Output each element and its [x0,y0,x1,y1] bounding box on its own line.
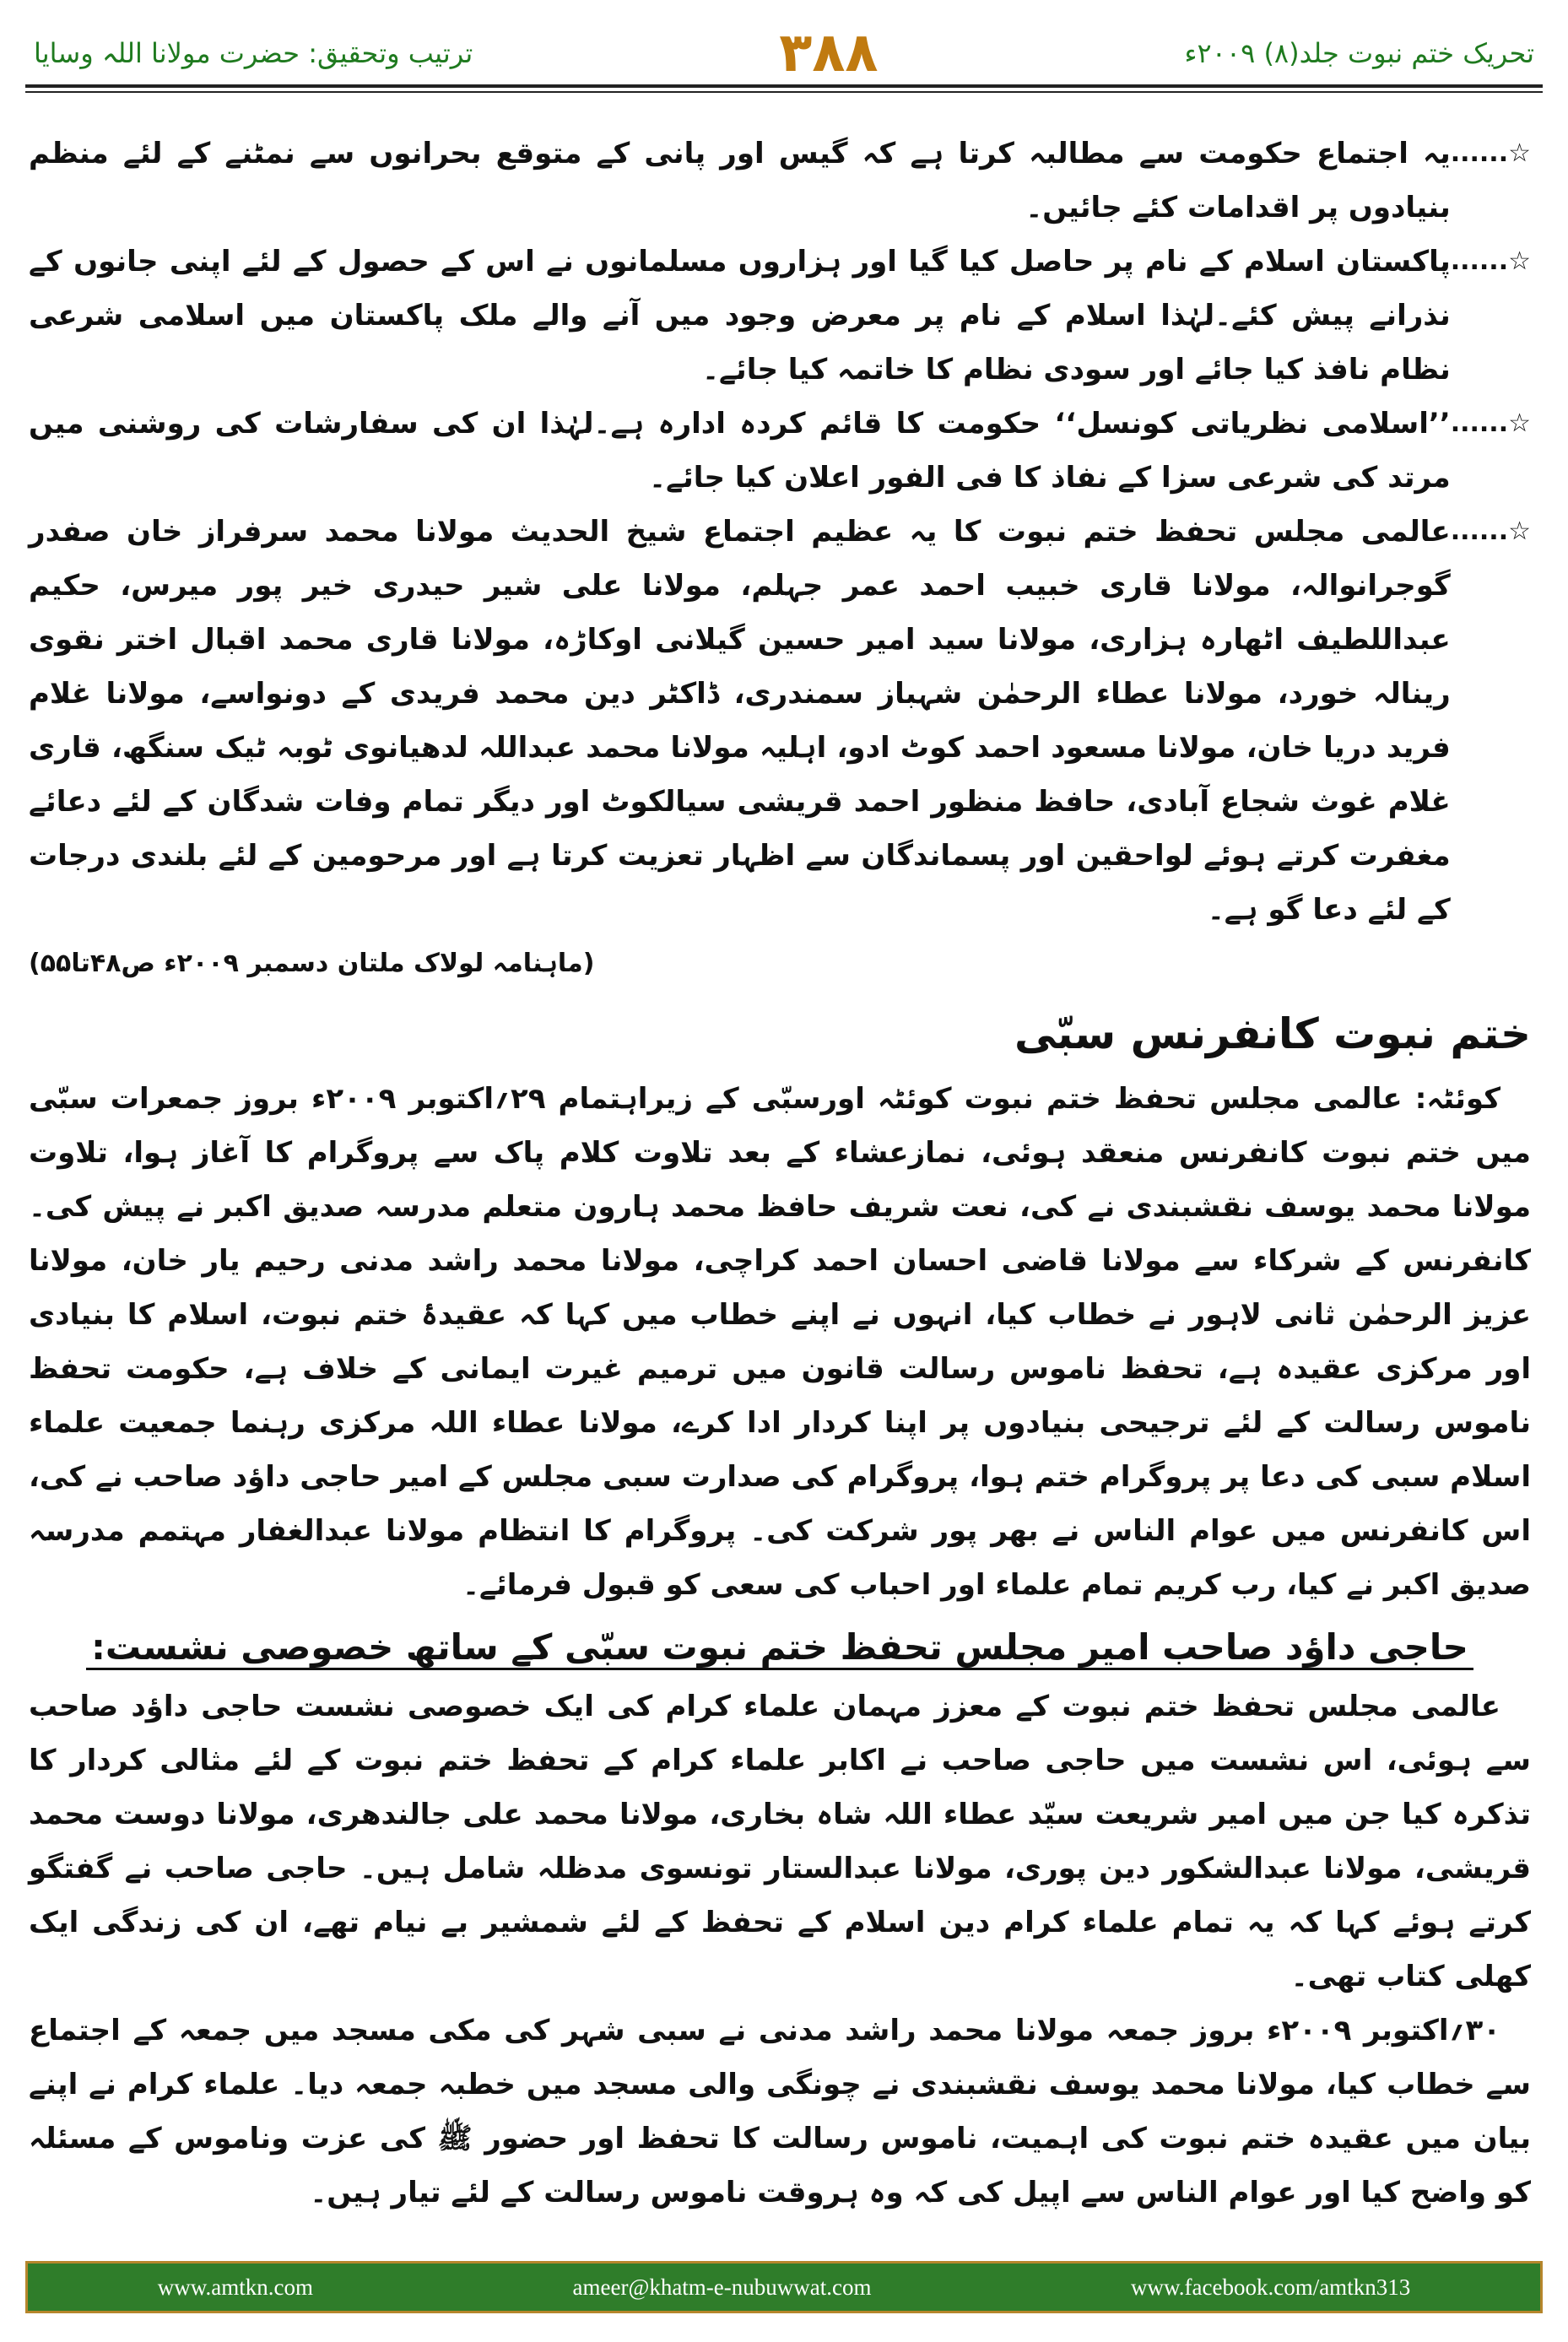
conference-paragraph: کوئٹہ: عالمی مجلس تحفظ ختم نبوت کوئٹہ اورسبّی کے زیراہتمام ۲۹؍اکتوبر ۲۰۰۹ء بروز جمعرات سبّی میں ختم نبوت کانفرنس منعقد ہوئی، نمازعشاء کے بعد تلاوت کلام پاک سے پروگرام کا آغاز ہوا، تلاوت مولانا محمد یوسف نقشبندی نے کی، نعت شریف حافظ محمد ہارون متعلم مدرسہ صدیق اکبر نے پیش کی۔ کانفرنس کے شرکاء سے مولانا قاضی احسان احمد کراچی، مولانا محمد راشد مدنی رحیم یار خان، مولانا عزیز الرحمٰن ثانی لاہور نے خطاب کیا، انہوں نے اپنے خطاب میں کہا کہ عقیدۂ ختم نبوت، اسلام کا بنیادی اور مرکزی عقیدہ ہے، تحفظ ناموس رسالت قانون میں ترمیم غیرت ایمانی کے خلاف ہے، حکومت تحفظ ناموس رسالت کے لئے ترجیحی بنیادوں پر اپنا کردار ادا کرے، مولانا عطاء اللہ مرکزی رہنما جمعیت علماء اسلام سبی کی دعا پر پروگرام ختم ہوا، پروگرام کی صدارت سبی مجلس کے امیر حاجی داؤد صاحب نے کی، اس کانفرنس میں عوام الناس نے بھر پور شرکت کی۔ پروگرام کا انتظام مولانا عبدالغفار مہتمم مدرسہ صدیق اکبر نے کیا، رب کریم تمام علماء اور احباب کی سعی کو قبول فرمائے۔ [29,1082,1531,1602]
meeting-heading-text: حاجی داؤد صاحب امیر مجلس تحفظ ختم نبوت سبّی کے ساتھ خصوصی نشست: [86,1626,1473,1670]
meeting-paragraph-1: عالمی مجلس تحفظ ختم نبوت کے معزز مہمان علماء کرام کی ایک خصوصی نشست حاجی داؤد صاحب سے ہوئی، اس نشست میں حاجی صاحب نے اکابر علماء کرام کے تحفظ ختم نبوت کے لئے مثالی کردار کا تذکرہ کیا جن میں امیر شریعت سیّد عطاء اللہ شاہ بخاری، مولانا محمد علی جالندھری، مولانا دوست محمد قریشی، مولانا عبدالشکور دین پوری، مولانا عبدالستار تونسوی مدظلہ شامل ہیں۔ حاجی صاحب نے گفتگو کرتے ہوئے کہا کہ یہ تمام علماء کرام دین اسلام کے تحفظ کے لئے شمشیر بے نیام تھے، ان کی زندگی ایک کھلی کتاب تھی۔ [29,1690,1531,1993]
page-body [29,127,1531,2228]
page-number: ۳۸۸ [779,22,879,84]
resolution-item [29,127,1531,235]
star-bullet-icon: ☆...... [1450,517,1531,546]
footer-email-link[interactable]: ameer@khatm-e-nubuwwat.com [572,2274,872,2300]
meeting-paragraph-2: ۳۰؍اکتوبر ۲۰۰۹ء بروز جمعہ مولانا محمد راشد مدنی نے سبی شہر کی مکی مسجد میں جمعہ کے اجتماع سے خطاب کیا، مولانا محمد یوسف نقشبندی نے چونگی والی مسجد میں خطبہ جمعہ دیا۔ علماء کرام نے اپنے بیان میں عقیدہ ختم نبوت کی اہمیت، ناموس رسالت کا تحفظ اور حضور ﷺ کی عزت وناموس کے مسئلہ کو واضح کیا اور عوام الناس سے اپیل کی کہ وہ ہروقت ناموس رسالت کے لئے تیار ہیں۔ [29,2014,1531,2209]
page-header [34,24,1534,83]
footer-facebook-link[interactable]: www.facebook.com/amtkn313 [1131,2274,1411,2300]
resolution-text: پاکستان اسلام کے نام پر حاصل کیا گیا اور ہزاروں مسلمانوں نے اس کے حصول کے لئے اپنی جانوں کے نذرانے پیش کئے۔لہٰذا اسلام کے نام پر معرض وجود میں آنے والے ملک پاکستان میں اسلامی شرعی نظام نافذ کیا جائے اور سودی نظام کا خاتمہ کیا جائے۔ [29,245,1451,387]
header-divider-thin [25,91,1543,93]
resolution-text: یہ اجتماع حکومت سے مطالبہ کرتا ہے کہ گیس اور پانی کے متوقع بحرانوں سے نمٹنے کے لئے منظم بنیادوں پر اقدامات کئے جائیں۔ [29,137,1451,224]
resolution-text: عالمی مجلس تحفظ ختم نبوت کا یہ عظیم اجتماع شیخ الحدیث مولانا محمد سرفراز خان صفدر گوجرانوالہ، مولانا قاری خبیب احمد عمر جہلم، مولانا علی شیر حیدری خیر پور میرس، حکیم عبداللطیف اٹھارہ ہزاری، مولانا سید امیر حسین گیلانی اوکاڑہ، مولانا قاری محمد اقبال اختر نقوی رینالہ خورد، مولانا عطاء الرحمٰن شہباز سمندری، ڈاکٹر دین محمد فریدی کے دونواسے، مولانا غلام فرید دریا خان، مولانا مسعود احمد کوٹ ادو، اہلیہ مولانا محمد عبداللہ لدھیانوی ٹوبہ ٹیک سنگھ، قاری غلام غوث شجاع آبادی، حافظ منظور احمد قریشی سیالکوٹ اور دیگر تمام وفات شدگان کے لئے دعائے مغفرت کرتے ہوئے لواحقین اور پسماندگان سے اظہار تعزیت کرتا ہے اور مرحومین کے لئے بلندی درجات کے لئے دعا گو ہے۔ [29,515,1451,927]
page-footer [25,2261,1543,2313]
source-citation: (ماہنامہ لولاک ملتان دسمبر ۲۰۰۹ء ص۴۸تا۵۵) [29,949,595,978]
footer-website-link[interactable]: www.amtkn.com [157,2274,313,2300]
star-bullet-icon: ☆...... [1450,408,1531,438]
resolution-item [29,235,1531,397]
header-compiler: ترتیب وتحقیق: حضرت مولانا اللہ وسایا [34,37,473,69]
citation-row [29,937,1531,991]
star-bullet-icon: ☆...... [1450,246,1531,276]
star-bullet-icon: ☆...... [1450,138,1531,168]
section-heading-meeting [29,1615,1531,1679]
header-divider [25,84,1543,88]
header-book-title: تحریک ختم نبوت جلد(۸) ۲۰۰۹ء [1184,37,1534,69]
resolution-text: ’’اسلامی نظریاتی کونسل‘‘ حکومت کا قائم کردہ ادارہ ہے۔لہٰذا ان کی سفارشات کی روشنی میں مرتد کی شرعی سزا کے نفاذ کا فی الفور اعلان کیا جائے۔ [29,407,1451,495]
resolution-item [29,505,1531,937]
section-heading-conference: ختم نبوت کانفرنس سبّی [1014,1009,1531,1058]
resolution-item [29,397,1531,505]
